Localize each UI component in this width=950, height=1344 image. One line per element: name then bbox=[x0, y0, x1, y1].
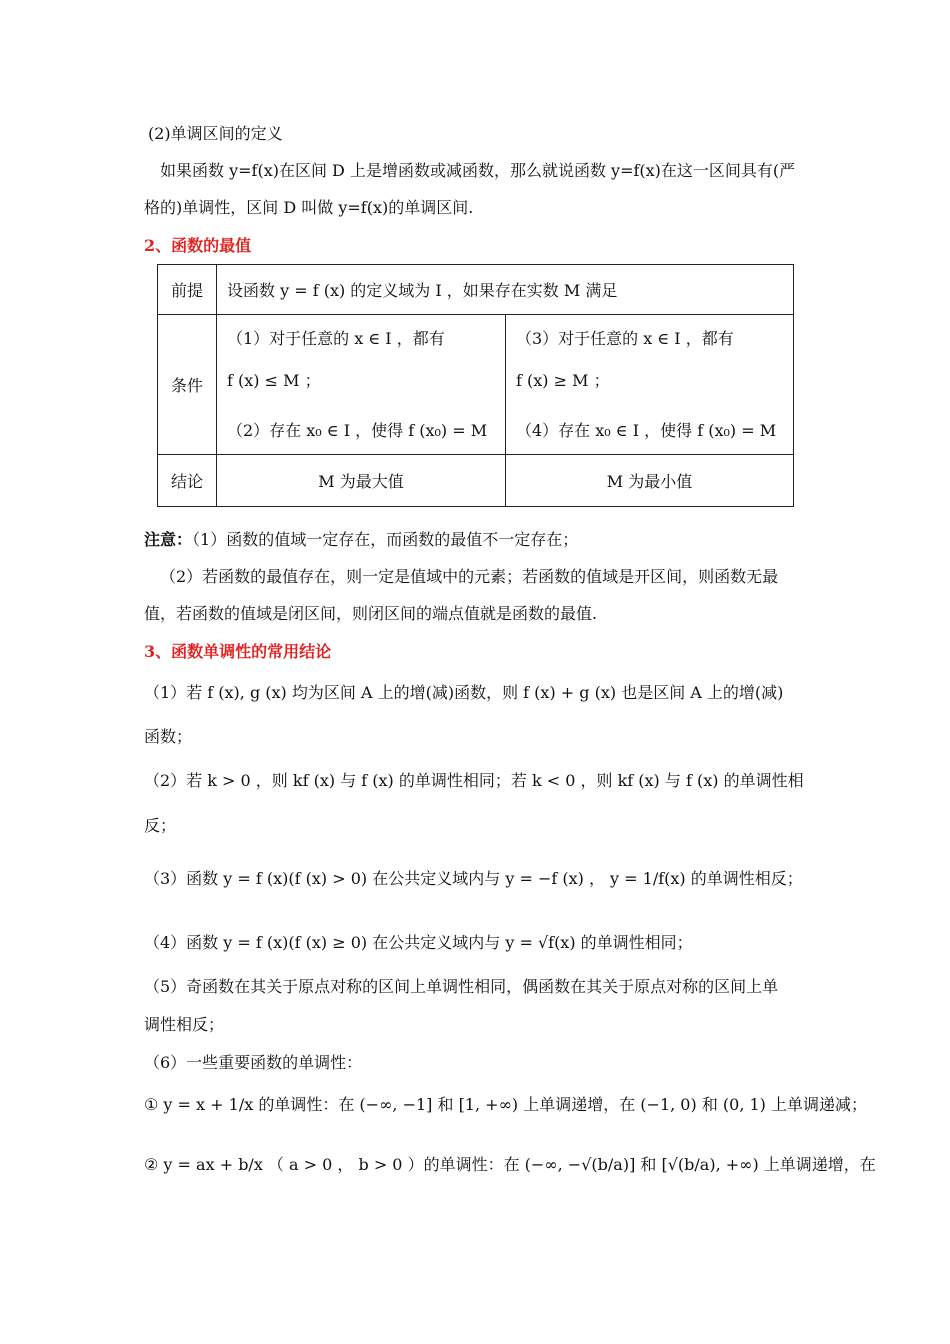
conclusion-3: （3）函数 y = f (x)(f (x) > 0) 在公共定义域内与 y = −f (x) ， y = 1/f(x) 的单调性相反； bbox=[144, 869, 803, 888]
conclusion-5-line-2: 调性相反； bbox=[144, 1015, 225, 1034]
conclusion-label: 结论 bbox=[158, 455, 217, 507]
section-title: (2)单调区间的定义 bbox=[148, 124, 283, 143]
conclusion-5-line-1: （5）奇函数在其关于原点对称的区间上单调性相同，偶函数在其关于原点对称的区间上单 bbox=[144, 977, 779, 996]
cond-2-text: （2）存在 x₀ ∈ I ，使得 f (x₀) = M bbox=[227, 420, 488, 440]
heading-monotonic-conclusions: 3、函数单调性的常用结论 bbox=[144, 642, 332, 661]
table-row-premise bbox=[158, 265, 794, 315]
note-text-1: （1）函数的值域一定存在，而函数的最值不一定存在； bbox=[192, 530, 579, 549]
cond-1-text: （1）对于任意的 x ∈ I ，都有 bbox=[227, 328, 445, 348]
cond-4-text: （4）存在 x₀ ∈ I ，使得 f (x₀) = M bbox=[516, 420, 777, 440]
cond-3-text: （3）对于任意的 x ∈ I ，都有 bbox=[516, 328, 734, 348]
conclusion-2-line-2: 反； bbox=[144, 816, 177, 835]
conclusion-1-line-1: （1）若 f (x), g (x) 均为区间 A 上的增(减)函数，则 f (x) + g (x) 也是区间 A 上的增(减) bbox=[144, 683, 784, 702]
note-line-2: （2）若函数的最值存在，则一定是值域中的元素；若函数的值域是开区间，则函数无最 bbox=[160, 567, 779, 586]
condition-label: 条件 bbox=[158, 315, 217, 455]
conclusion-6: （6）一些重要函数的单调性： bbox=[144, 1053, 363, 1072]
note-line-1 bbox=[144, 528, 578, 552]
table-row-conclusion bbox=[158, 455, 794, 507]
conclusion-min: M 为最小值 bbox=[506, 455, 794, 507]
cond-1-formula: f (x) ≤ M ； bbox=[227, 370, 321, 390]
note-line-3: 值，若函数的值域是闭区间，则闭区间的端点值就是函数的最值. bbox=[144, 604, 598, 623]
condition-left-cell bbox=[217, 315, 506, 455]
conclusion-max: M 为最大值 bbox=[217, 455, 506, 507]
note-label: 注意： bbox=[144, 530, 193, 549]
definition-line-2: 格的)单调性，区间 D 叫做 y=f(x)的单调区间. bbox=[144, 198, 474, 217]
extrema-table bbox=[157, 264, 794, 507]
conclusion-6-item-1: ① y = x + 1/x 的单调性：在 (−∞, −1] 和 [1, +∞) 上单调递增，在 (−1, 0) 和 (0, 1) 上单调递减； bbox=[144, 1095, 868, 1114]
condition-right-cell bbox=[506, 315, 794, 455]
conclusion-4: （4）函数 y = f (x)(f (x) ≥ 0) 在公共定义域内与 y = √f(x) 的单调性相同； bbox=[144, 933, 693, 952]
premise-text: 设函数 y = f (x) 的定义域为 I ，如果存在实数 M 满足 bbox=[217, 265, 794, 315]
conclusion-2-line-1: （2）若 k > 0 ，则 kf (x) 与 f (x) 的单调性相同；若 k < 0 ，则 kf (x) 与 f (x) 的单调性相 bbox=[144, 771, 804, 790]
definition-line-1: 如果函数 y=f(x)在区间 D 上是增函数或减函数，那么就说函数 y=f(x)在这一区间具有(严 bbox=[160, 161, 796, 180]
premise-label: 前提 bbox=[158, 265, 217, 315]
table-row-condition bbox=[158, 315, 794, 455]
conclusion-6-item-2: ② y = ax + b/x （ a > 0 ， b > 0 ）的单调性：在 (−∞, −√(b/a)] 和 [√(b/a), +∞) 上单调递增，在 bbox=[144, 1155, 876, 1174]
conclusion-1-line-2: 函数； bbox=[144, 727, 193, 746]
heading-extrema: 2、函数的最值 bbox=[144, 236, 252, 255]
cond-3-formula: f (x) ≥ M ； bbox=[516, 370, 610, 390]
